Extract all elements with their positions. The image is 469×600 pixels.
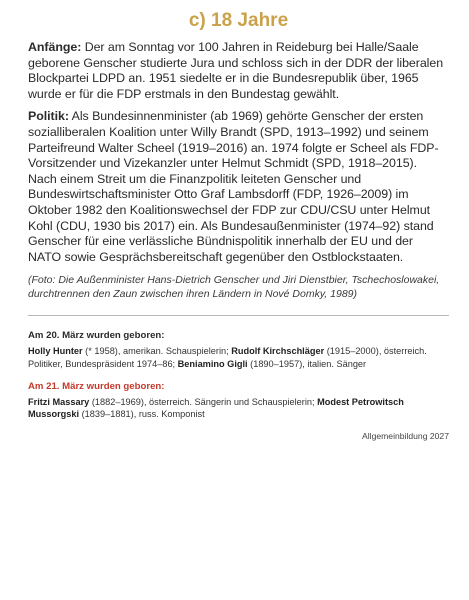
birth-detail: (1882–1969), österreich. Sängerin und Schauspielerin; — [89, 396, 318, 407]
photo-caption: (Foto: Die Außenminister Hans-Dietrich Genscher und Jiri Dienstbier, Tschechoslowakei, durchtrennen den Zaun zwischen ihren Ländern in Nové Domky, 1989) — [28, 274, 440, 301]
births-20-list — [28, 345, 449, 370]
birth-detail: (* 1958), amerikan. Schauspielerin; — [82, 346, 232, 357]
divider — [28, 315, 449, 316]
births-21-heading: Am 21. März wurden geboren: — [28, 380, 165, 392]
birth-name: Rudolf Kirchschläger — [231, 346, 325, 357]
credit-line: Allgemeinbildung 2027 — [362, 430, 449, 441]
birth-name: Holly Hunter — [28, 346, 83, 357]
answer-heading: c) 18 Jahre — [188, 10, 289, 31]
birth-name: Fritzi Massary — [28, 396, 90, 407]
label-politik: Politik: — [28, 109, 69, 124]
text-politik: Als Bundesinnenminister (ab 1969) gehörte Genscher der ersten sozialliberalen Koalition unter Willy Brandt (SPD, 1913–1992) und seinem Parteifreund Walter Scheel (1919–2016) an. 1974 folgte er Scheel als FDP-Vorsitzender und Vizekanzler unter Helmut Schmidt (SPD, 1918–2015). Nach einem Streit um die Finanzpolitik leiteten Genscher und Bundeswirtschaftsminister Otto Graf Lambsdorff (FDP, 1926–2009) im Oktober 1982 den Koalitionswechsel der FDP zur CDU/CSU unter Helmut Kohl (CDU, 1930 bis 2017) ein. Als Bundesaußenminister (1974–92) stand Genscher für eine verlässliche Bündnispolitik innerhalb der EU und der NATO sowie Gesprächsbereitschaft gegenüber den Ostblockstaaten. — [28, 109, 439, 264]
birth-name: Modest Petrowitsch Mussorgski — [28, 396, 404, 420]
paragraph-politik — [28, 109, 449, 265]
label-anfaenge: Anfänge: — [28, 40, 82, 54]
paragraph-anfaenge — [28, 40, 449, 102]
text-anfaenge: Der am Sonntag vor 100 Jahren in Reideburg bei Halle/Saale geborene Genscher studierte Jura und schloss sich in der DDR der liberalen Blockpartei LDPD an. 1951 siedelte er in die Bundesrepublik über, 1965 wurde er für die FDP erstmals in den Bundestag gewählt. — [28, 40, 444, 101]
birth-detail: (1839–1881), russ. Komponist — [79, 409, 205, 420]
birth-detail: (1915–2000), österreich. Politiker, Bundespräsident 1974–86; — [28, 346, 427, 369]
birth-detail: (1890–1957), italien. Sänger — [247, 358, 367, 369]
birth-name: Beniamino Gigli — [177, 358, 248, 369]
births-21-list — [28, 396, 449, 421]
births-20-heading: Am 20. März wurden geboren: — [28, 330, 165, 342]
births-section — [28, 330, 449, 420]
